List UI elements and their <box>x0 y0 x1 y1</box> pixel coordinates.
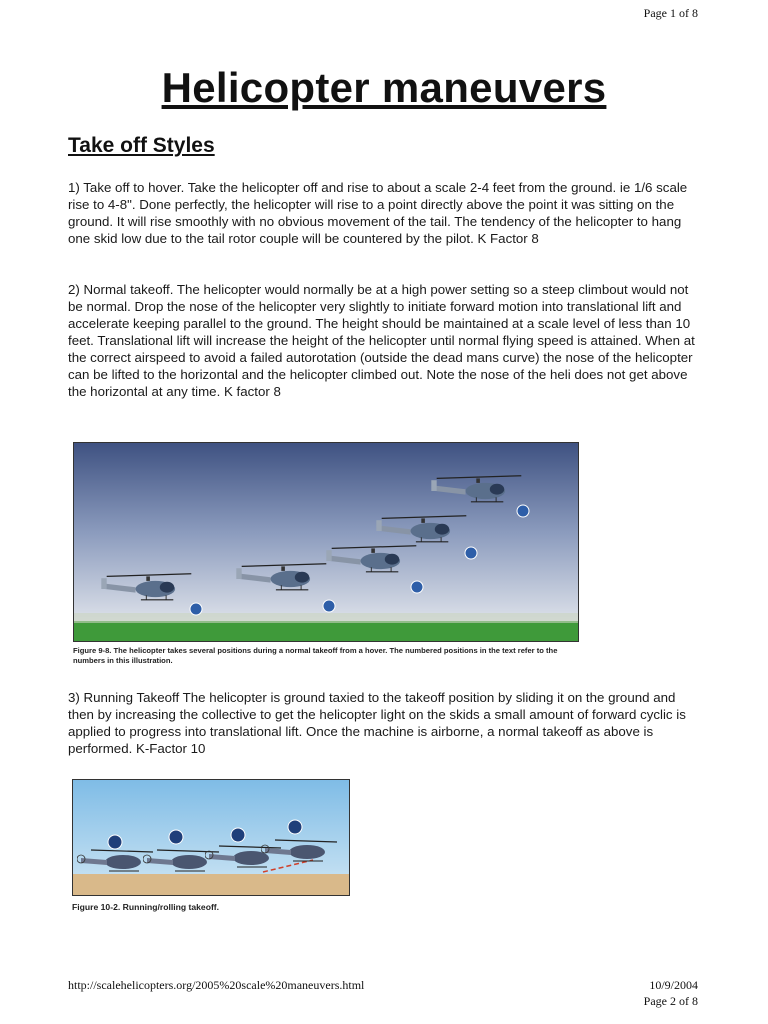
page-number-bottom: Page 2 of 8 <box>643 994 698 1008</box>
paragraph-normal-takeoff: 2) Normal takeoff. The helicopter would normally be at a high power setting so a steep climbout would not be normal. Drop the nose of the helicopter very slightly to initiate forward motion into translational lift and accelerate keeping parallel to the ground. The height should be maintained at a scale level of less than 10 feet. Translational lift will increase the height of the helicopter until normal flying speed is attained. When at the correct airspeed to avoid a failed autorotation (outside the dead mans curve) the nose of the helicopter can be lifted to the horizontal and the helicopter climbed out. Note the nose of the heli does not get above the horizontal at any time. K factor 8 <box>68 282 695 399</box>
figure-running-takeoff <box>72 779 350 912</box>
position-marker-1 <box>190 603 202 615</box>
paragraph-take-off-to-hover: 1) Take off to hover. Take the helicopter off and rise to about a scale 2-4 feet from the ground. ie 1/6 scale rise to 4-8". Done perfectly, the helicopter will rise to a point directly above the point it was sitting on the ground. It will rise smoothly with no obvious movement of the tail. The tendency of the helicopter to hang one skid low due to the tail rotor couple will be countered by the pilot. K Factor 8 <box>68 180 688 246</box>
position-marker-2 <box>323 600 335 612</box>
footer-url: http://scalehelicopters.org/2005%20scale%20maneuvers.html <box>68 978 365 992</box>
position-marker-r3 <box>231 828 245 842</box>
figure-normal-takeoff <box>73 442 579 666</box>
position-marker-r4 <box>288 820 302 834</box>
position-marker-r1 <box>108 835 122 849</box>
position-marker-4 <box>465 547 477 559</box>
page-number-top: Page 1 of 8 <box>643 6 698 20</box>
figure-caption-2: Figure 10-2. Running/rolling takeoff. <box>72 902 220 912</box>
figure-normal-takeoff-image <box>73 442 579 642</box>
figure-caption: Figure 9-8. The helicopter takes several positions during a normal takeoff from a hover. The numbered positions in the text refer to the numbers in this illustration. <box>73 646 558 665</box>
position-marker-5 <box>517 505 529 517</box>
position-marker-r2 <box>169 830 183 844</box>
section-heading: Take off Styles <box>68 134 215 157</box>
position-marker-3 <box>411 581 423 593</box>
document-title: Helicopter maneuvers <box>161 64 607 111</box>
footer-date: 10/9/2004 <box>649 978 698 992</box>
paragraph-running-takeoff: 3) Running Takeoff The helicopter is ground taxied to the takeoff position by sliding it on the ground and then by increasing the collective to get the helicopter light on the skids a small amount of forward cyclic is applied to progress into translational lift. Once the machine is airborne, a normal takeoff as above is performed. K-Factor 10 <box>68 690 686 756</box>
figure-running-takeoff-image <box>72 779 350 896</box>
